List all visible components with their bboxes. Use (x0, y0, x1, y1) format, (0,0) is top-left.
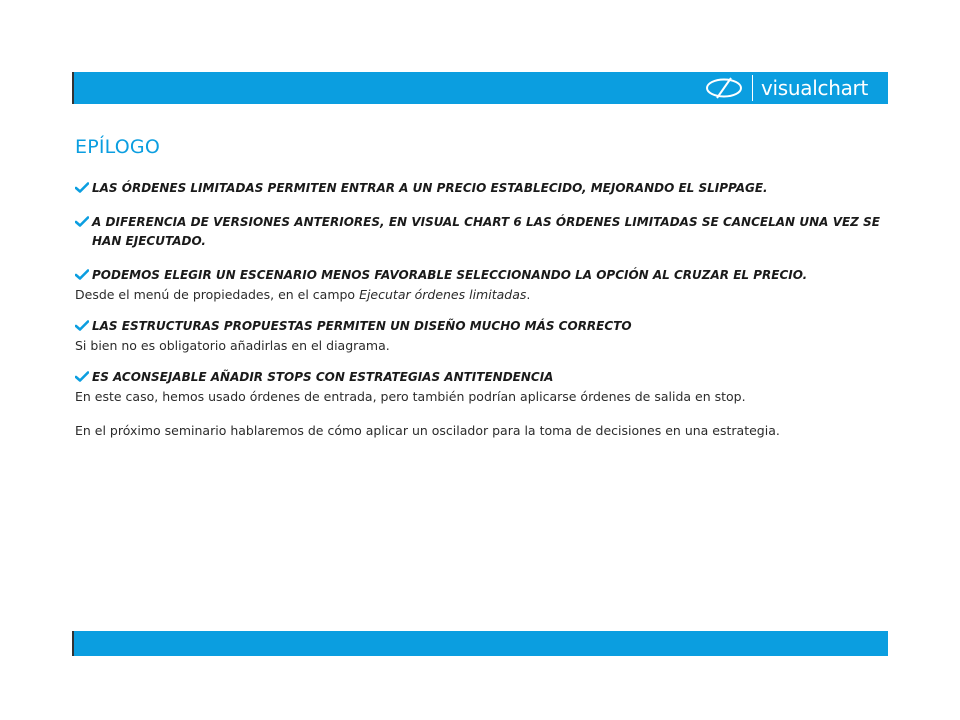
bullet-item (75, 368, 880, 387)
page-title: EPÍLOGO (75, 136, 161, 158)
bullet-item (75, 317, 880, 336)
bullet-text: PODEMOS ELEGIR UN ESCENARIO MENOS FAVORABLE SELECCIONANDO LA OPCIÓN AL CRUZAR EL PRECIO. (92, 268, 808, 282)
logo-text: visualchart (761, 76, 868, 100)
check-icon (75, 182, 89, 193)
note-emphasis: Ejecutar órdenes limitadas (359, 287, 527, 302)
closing-text: En el próximo seminario hablaremos de cómo aplicar un oscilador para la toma de decisiones en una estrategia. (75, 423, 780, 438)
note-text: Desde el menú de propiedades, en el campo (75, 287, 360, 302)
header-bar (72, 72, 888, 104)
footer-bar (72, 631, 888, 656)
bullet-note (75, 285, 880, 304)
logo-separator (752, 75, 753, 101)
content (75, 134, 880, 440)
bullet-item (75, 266, 880, 285)
bullet-item (75, 213, 880, 251)
bullet-text: ES ACONSEJABLE AÑADIR STOPS CON ESTRATEGIAS ANTITENDENCIA (92, 370, 554, 384)
logo-mark-icon (704, 76, 744, 100)
visualchart-logo (704, 72, 868, 104)
bullet-note: Si bien no es obligatorio añadirlas en el diagrama. (75, 338, 390, 353)
bullet-note: En este caso, hemos usado órdenes de entrada, pero también podrían aplicarse órdenes de salida en stop. (75, 389, 746, 404)
bullet-text: LAS ESTRUCTURAS PROPUESTAS PERMITEN UN DISEÑO MUCHO MÁS CORRECTO (92, 319, 632, 333)
bullet-item (75, 179, 880, 198)
bullet-text: LAS ÓRDENES LIMITADAS PERMITEN ENTRAR A UN PRECIO ESTABLECIDO, MEJORANDO EL SLIPPAGE. (92, 181, 768, 195)
note-suffix: . (526, 287, 531, 302)
bullet-text: A DIFERENCIA DE VERSIONES ANTERIORES, EN VISUAL CHART 6 LAS ÓRDENES LIMITADAS SE CANCELAN UNA VEZ SE HAN EJECUTADO. (92, 215, 880, 248)
check-icon (75, 216, 89, 227)
check-icon (75, 320, 89, 331)
check-icon (75, 269, 89, 280)
check-icon (75, 371, 89, 382)
